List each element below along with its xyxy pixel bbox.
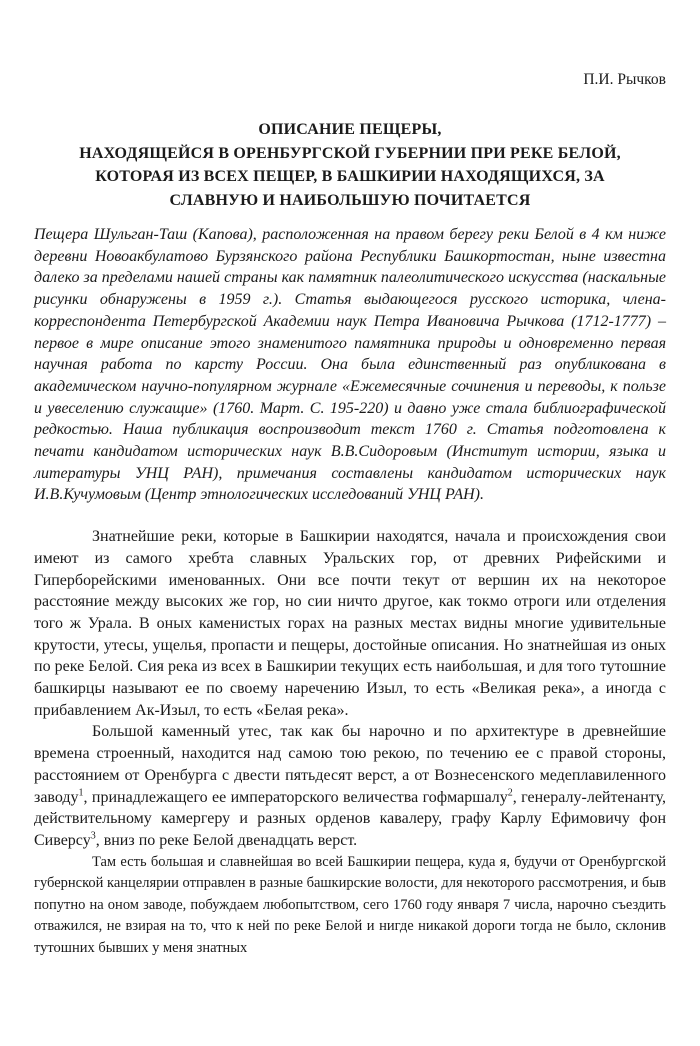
footnote-ref-3: 3 <box>90 830 96 842</box>
paragraph-cliff-segment-2: , принадлежащего ее императорского величества гофмаршалу <box>83 788 508 806</box>
title-line-2: НАХОДЯЩЕЙСЯ В ОРЕНБУРГСКОЙ ГУБЕРНИИ ПРИ РЕКЕ БЕЛОЙ, <box>79 144 621 162</box>
footnote-ref-1: 1 <box>78 787 84 799</box>
paragraph-cave-journey: Там есть большая и славнейшая во всей Башкирии пещера, куда я, будучи от Оренбургской губернской канцелярии отправлен в разные башкирские волости, для некоторого рассмотрения, и быв попутно на оном заводе, побуждаем любопытством, сего 1760 году января 7 числа, нарочно съездить отважился, не взирая на то, что к ней по реке Белой и нигде никакой дороги тогда не было, склонив тутошних бывших у меня знатных <box>34 853 666 957</box>
document-title <box>34 118 666 212</box>
title-line-1: ОПИСАНИЕ ПЕЩЕРЫ, <box>258 121 442 138</box>
paragraph-rivers: Знатнейшие реки, которые в Башкирии находятся, начала и происхождения свои имеют из самого хребта славных Уральских гор, от древних Рифейскими и Гиперборейскими именованных. Они все почти текут от вершин их на некоторое расстояние между высоких же гор, но сии ничто другое, как токмо отроги или отделения того ж Урала. В оных каменистых горах на разных местах видны многие удивительные крутости, утесы, ущелья, пропасти и пещеры, достойные описания. Но знатнейшая из оных по реке Белой. Сия река из всех в Башкирии текущих есть наибольшая, и для того тутошние башкирцы называют ее по своему наречению Изыл, то есть «Великая река», а иногда с прибавлением Ак-Изыл, то есть «Белая река». <box>34 528 666 719</box>
paragraph-cliff-segment-4: , вниз по реке Белой двенадцать верст. <box>95 831 358 849</box>
paragraph-cliff-segment-1: Большой каменный утес, так как бы нарочно и по архитектуре в древнейшие времена строенный, находится над самою тою рекою, по течению ее с правой стороны, расстоянием от Оренбурга с двести пятьдесят верст, а от Вознесенского медеплавиленного заводу <box>34 723 666 806</box>
footnote-ref-2: 2 <box>507 787 513 799</box>
author-byline: П.И. Рычков <box>583 71 666 88</box>
title-line-4: СЛАВНУЮ И НАИБОЛЬШУЮ ПОЧИТАЕТСЯ <box>169 191 531 209</box>
paragraph-cliff-segment-3: , генералу-лейтенанту, действительному камергеру и разных орденов кавалеру, графу Карлу Ефимовичу фон Сиверсу <box>34 788 666 849</box>
paragraph-cliff <box>34 721 666 851</box>
abstract-paragraph: Пещера Шульган-Таш (Капова), расположенная на правом берегу реки Белой в 4 км ниже деревни Новоакбулатово Бурзянского района Республики Башкортостан, ныне известна далеко за пределами нашей страны как памятник палеолитического искусства (наскальные рисунки обнаружены в 1959 г.). Статья выдающегося русского историка, члена-корреспондента Петербургской Академии наук Петра Ивановича Рычкова (1712-1777) – первое в мире описание этого знаменитого памятника природы и одновременно первая научная работа по карсту России. Она была единственный раз опубликована в академическом научно-популярном журнале «Ежемесячные сочинения и переводы, к пользе и увеселению служащие» (1760. Март. С. 195-220) и давно уже стала библиографической редкостью. Наша публикация воспроизводит текст 1760 г. Статья подготовлена к печати кандидатом исторических наук В.В.Сидоровым (Институт истории, языка и литературы УНЦ РАН), примечания составлены кандидатом исторических наук И.В.Кучумовым (Центр этнологических исследований УНЦ РАН). <box>34 226 666 504</box>
title-line-3: КОТОРАЯ ИЗ ВСЕХ ПЕЩЕР, В БАШКИРИИ НАХОДЯЩИХСЯ, ЗА <box>95 168 605 185</box>
